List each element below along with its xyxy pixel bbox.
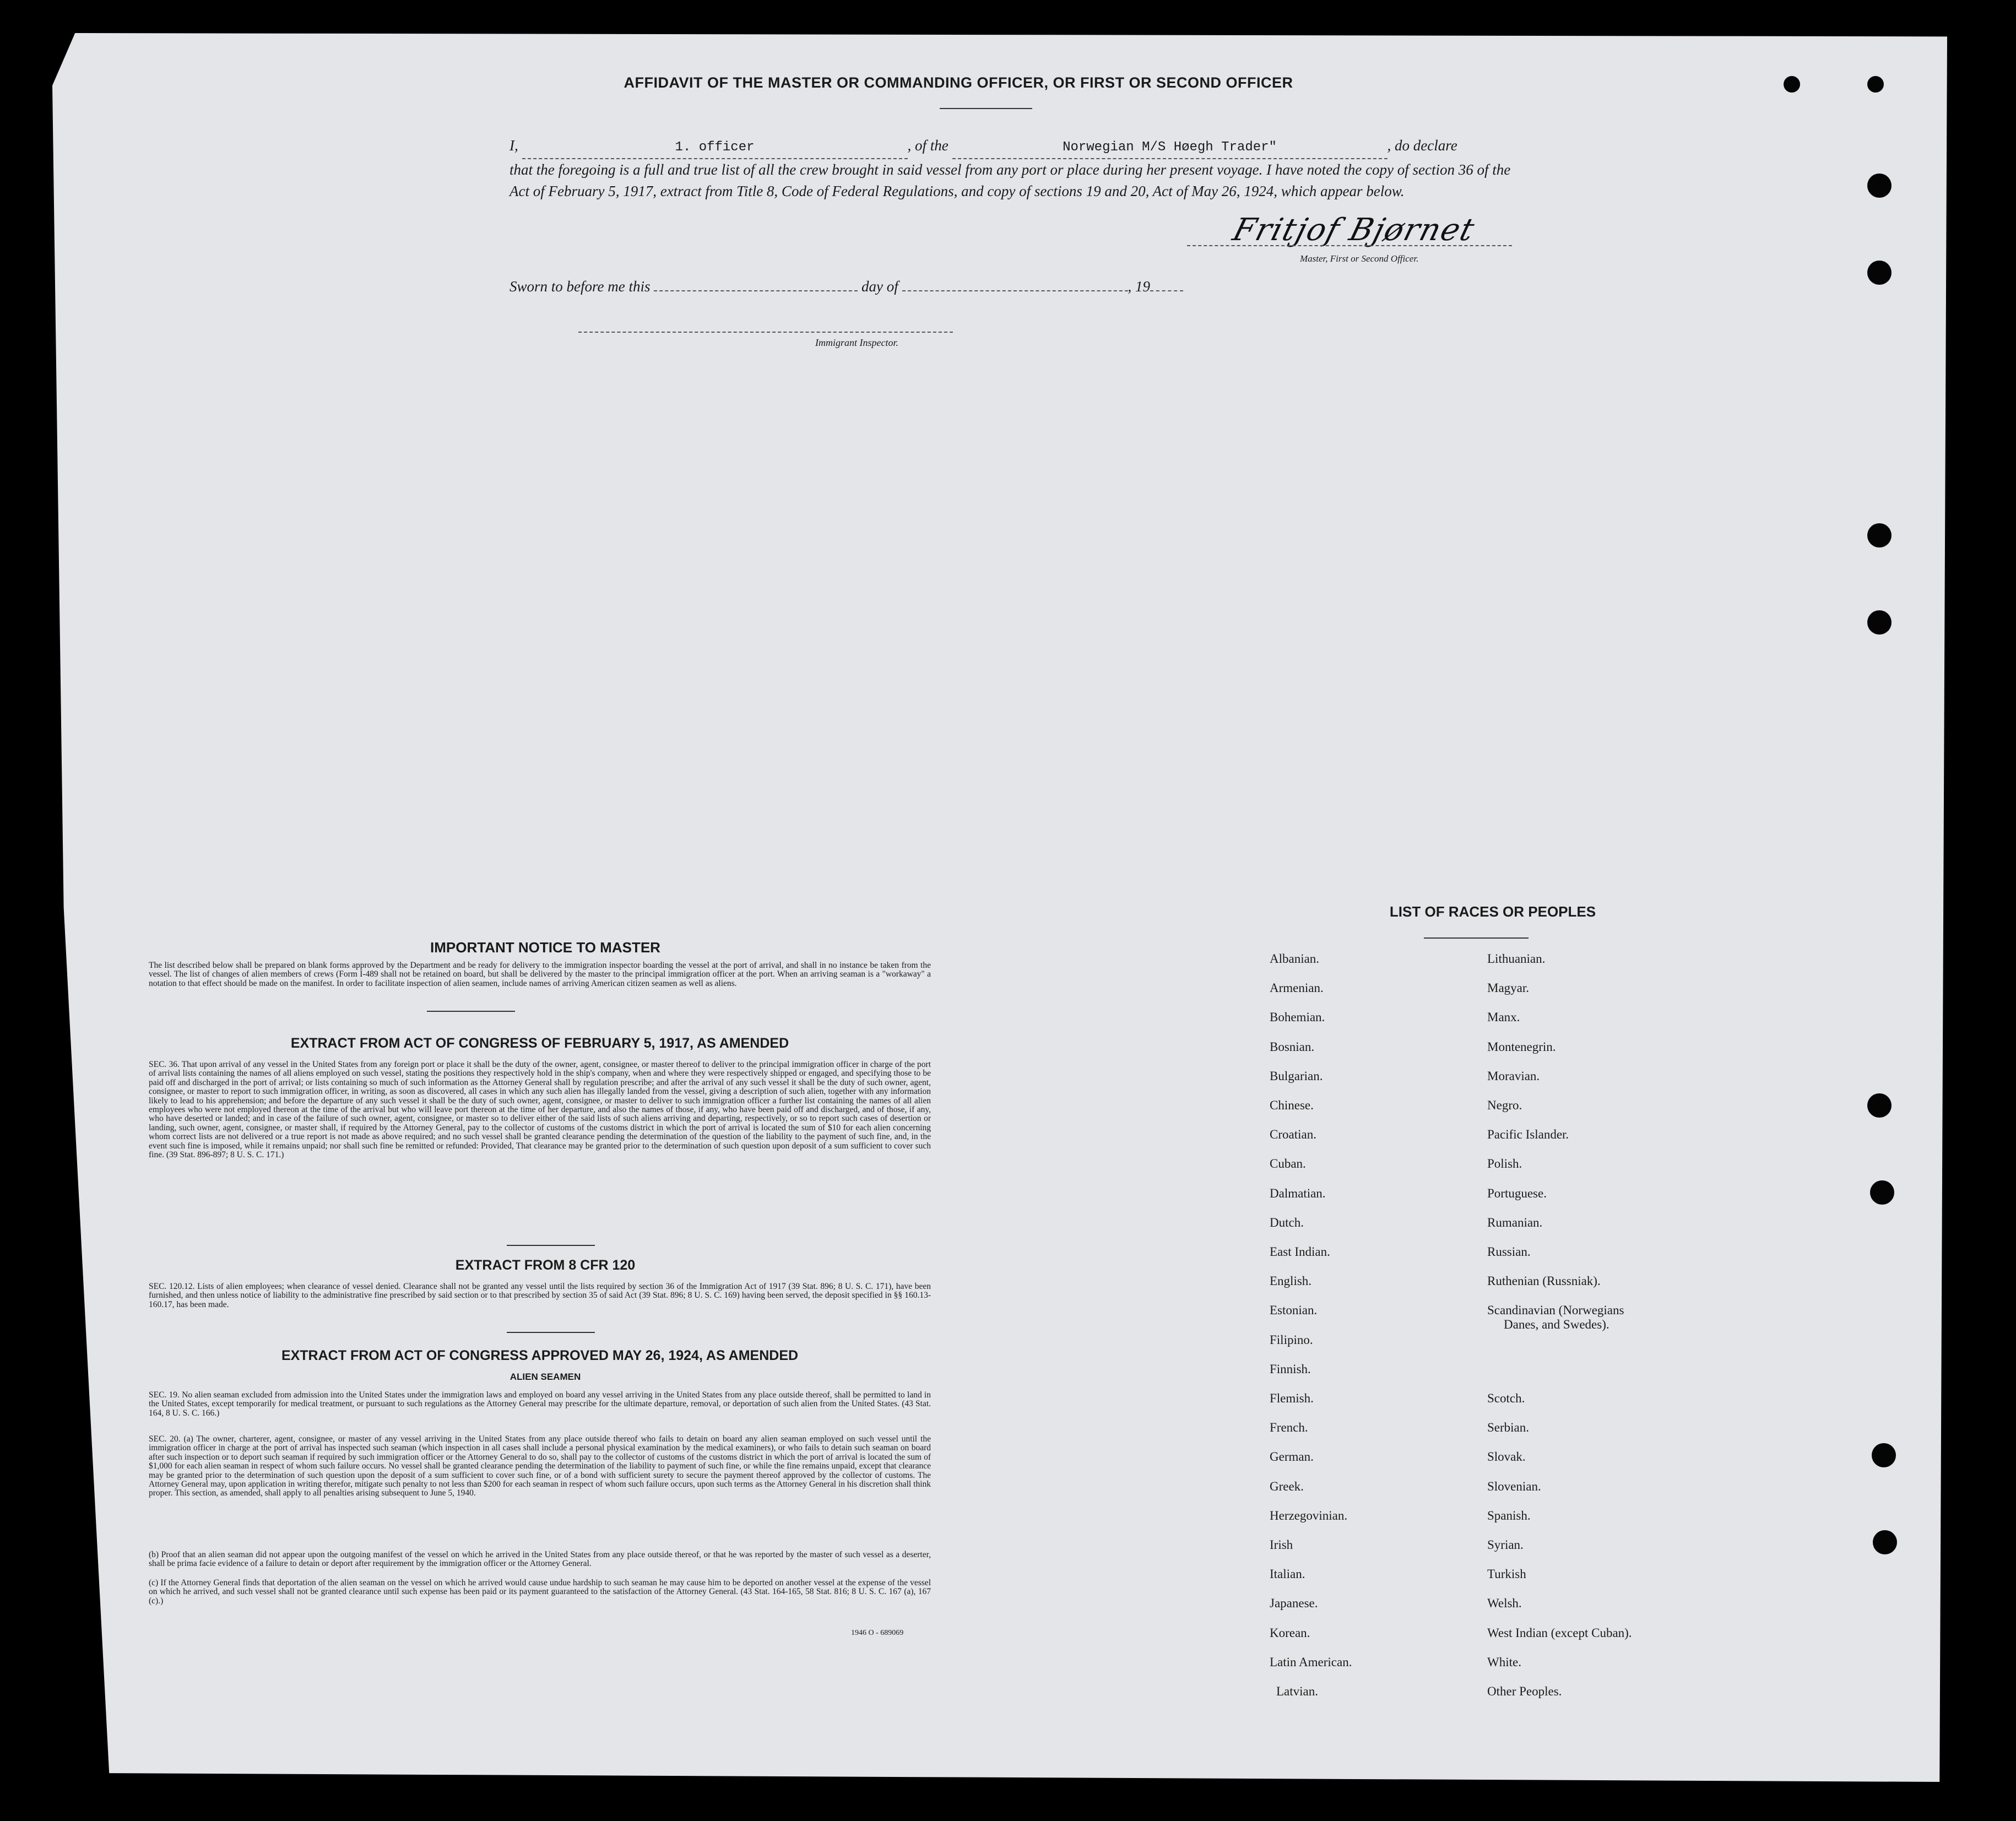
race-item: Dalmatian. [1270, 1186, 1326, 1200]
race-item: Bulgarian. [1270, 1069, 1323, 1083]
officer-field: 1. officer [522, 137, 908, 159]
race-item: Syrian. [1487, 1538, 1524, 1552]
race-item: Negro. [1487, 1098, 1522, 1112]
race-item: Ruthenian (Russniak). [1487, 1274, 1601, 1288]
race-item: German. [1270, 1450, 1314, 1464]
race-item: Spanish. [1487, 1508, 1531, 1522]
race-item: Other Peoples. [1487, 1684, 1562, 1698]
inspector-signature-line [578, 332, 953, 333]
race-item: Montenegrin. [1487, 1039, 1556, 1054]
extract-1917-body: SEC. 36. That upon arrival of any vessel in the United States from any foreign port or place it shall be the duty of the owner, agent, consignee, or master thereof to deliver to the principal immigration officer in charge of the port of arrival lists containing the names of all aliens employed on such vessel, stating the positions they respectively hold in the ship's company, when and where they were respectively shipped or engaged, and specifying those to be paid off and discharged in the port of arrival; or lists containing so much of such information as the Attorney General shall by regulation prescribe; and after the arrival of any such vessel it shall be the duty of such owner, agent, consignee, or master to report to such immigration officer, in writing, as soon as discovered, all cases in which any such alien has illegally landed from the vessel, giving a description of such alien, together with any information likely to lead to his apprehension; and before the departure of any such vessel it shall be the duty of such owner, agent, consignee, or master to deliver to such immigration officer a further list containing the names of all alien employees who were not employed thereon at the time of the arrival but who will leave port thereon at the time of her departure, and also the names of those, if any, who have been paid off and discharged, and of those, if any, who have deserted or landed; and in case of the failure of such owner, agent, consignee, or master so to deliver either of the said lists of such aliens arriving and departing, respectively, or so to report such cases of desertion or landing, such owner, agent, consignee, or master shall, if required by the Attorney General, pay to the collector of customs of the customs district in which the port of arrival is located the sum of $10 for each alien concerning whom correct lists are not delivered or a true report is not made as above required; and no such vessel shall be granted clearance pending the determination of the question of the liability to the payment of such fine, and, in the event such fine is imposed, while it remains unpaid; nor shall such fine be remitted or refunded: Provided, That clearance may be granted prior to the determination of such question upon deposit of a sum sufficient to cover such fine. (39 Stat. 896-897; 8 U. S. C. 171.) [149, 1060, 931, 1160]
of-the-label: , of the [907, 137, 949, 154]
race-item: Magyar. [1487, 981, 1530, 995]
notice-title: IMPORTANT NOTICE TO MASTER [430, 939, 660, 956]
race-item: East Indian. [1270, 1245, 1330, 1259]
punch-hole [1872, 1443, 1896, 1467]
extract-1924-title: EXTRACT FROM ACT OF CONGRESS APPROVED MAY 26, 1924, AS AMENDED [281, 1348, 799, 1363]
divider [940, 108, 1032, 109]
race-item: Manx. [1487, 1010, 1520, 1025]
punch-hole [1867, 76, 1884, 93]
punch-hole [1867, 610, 1892, 635]
race-item: Slovak. [1487, 1450, 1526, 1464]
extract-cfr-title: EXTRACT FROM 8 CFR 120 [455, 1258, 636, 1273]
race-item: Croatian. [1270, 1128, 1316, 1142]
punch-hole [1867, 174, 1892, 198]
punch-hole [1867, 261, 1892, 285]
race-item: West Indian (except Cuban). [1487, 1625, 1632, 1640]
sworn-year-field [1150, 290, 1183, 291]
race-item: Korean. [1270, 1625, 1310, 1640]
race-item: Italian. [1270, 1567, 1305, 1581]
race-item: Dutch. [1270, 1215, 1304, 1229]
race-item: Lithuanian. [1487, 952, 1546, 966]
race-item: Turkish [1487, 1567, 1526, 1581]
race-item: Moravian. [1487, 1069, 1540, 1083]
punch-hole [1867, 1093, 1892, 1118]
race-item: Latin American. [1270, 1655, 1352, 1669]
race-item: Rumanian. [1487, 1215, 1543, 1229]
sworn-month-field [902, 290, 1128, 291]
race-item: Slovenian. [1487, 1479, 1541, 1493]
sworn-day-field [654, 290, 858, 291]
extract-1924-subtitle: ALIEN SEAMEN [510, 1372, 581, 1382]
race-item: Scandinavian (Norwegians [1487, 1303, 1624, 1318]
punch-hole [1873, 1530, 1897, 1554]
race-item: Welsh. [1487, 1596, 1522, 1611]
race-item: Cuban. [1270, 1157, 1306, 1171]
race-item: Greek. [1270, 1479, 1304, 1493]
extract-1924-sec20b: (b) Proof that an alien seaman did not appear upon the outgoing manifest of the vessel on which he arrived in the United States from any place outside thereof, or that he was reported by the master of such vessel as a deserter, shall be prima facie evidence of a failure to detain or deport after requirement by the immigration officer or the Attorney General. [149, 1550, 931, 1569]
race-item: Portuguese. [1487, 1186, 1547, 1200]
sworn-line [510, 278, 1183, 295]
inspector-caption: Immigrant Inspector. [815, 337, 898, 348]
race-item: Bohemian. [1270, 1010, 1325, 1025]
sworn-prefix: Sworn to before me this [510, 278, 651, 295]
i-prefix: I, [510, 137, 518, 154]
race-item: Flemish. [1270, 1391, 1314, 1405]
affidavit-text [510, 135, 1512, 202]
year-prefix: , 19 [1128, 278, 1150, 295]
punch-hole [1784, 76, 1800, 93]
vessel-field: Norwegian M/S Høegh Trader" [952, 137, 1388, 159]
affidavit-title: AFFIDAVIT OF THE MASTER OR COMMANDING OFFICER, OR FIRST OR SECOND OFFICER [624, 74, 1293, 91]
race-item: Irish [1270, 1538, 1293, 1552]
signature-caption: Master, First or Second Officer. [1300, 253, 1419, 264]
punch-hole [1867, 523, 1892, 548]
race-item: English. [1270, 1274, 1312, 1288]
affidavit-body: that the foregoing is a full and true list of all the crew brought in said vessel from any port or place during her present voyage. I have noted the copy of section 36 of the Act of February 5, 1917, extract from Title 8, Code of Federal Regulations, and copy of sections 19 and 20, Act of May 26, 1924, which appear below. [510, 161, 1511, 199]
race-item: Latvian. [1276, 1684, 1318, 1698]
extract-1924-sec19: SEC. 19. No alien seaman excluded from admission into the United States under the immigration laws and employed on board any vessel arriving in the United States from any place outside thereof, shall be permitted to land in the United States, except temporarily for medical treatment, or pursuant to such regulations as the Attorney General may prescribe for the ultimate departure, removal, or deportation of such alien from the United States. (43 Stat. 164, 8 U. S. C. 166.) [149, 1390, 931, 1418]
extract-1924-sec20c: (c) If the Attorney General finds that deportation of the alien seaman on the vessel on which he arrived would cause undue hardship to such seaman he may cause him to be deported on another vessel at the expense of the vessel on which he arrived, and such vessel shall not be granted clearance until such expense has been paid or its payment guaranteed to the satisfaction of the Attorney General. (43 Stat. 164-165, 58 Stat. 816; 8 U. S. C. 167 (a), 167 (c).) [149, 1578, 931, 1606]
race-item: Bosnian. [1270, 1039, 1315, 1054]
do-declare-label: , do declare [1387, 137, 1457, 154]
race-item: Serbian. [1487, 1421, 1530, 1435]
race-item: French. [1270, 1421, 1308, 1435]
race-item: Danes, and Swedes). [1504, 1318, 1609, 1332]
race-item: Russian. [1487, 1245, 1531, 1259]
extract-cfr-body: SEC. 120.12. Lists of alien employees; when clearance of vessel denied. Clearance shall not be granted any vessel until the lists required by section 36 of the Immigration Act of 1917 (39 Stat. 896; 8 U. S. C. 171), have been furnished, and then unless notice of liability to the administrative fine prescribed by said section or to that prescribed by section 35 of said Act (39 Stat. 896; 8 U. S. C. 169) having been served, the deposit specified in §§ 160.13-160.17, has been made. [149, 1282, 931, 1309]
race-item: Finnish. [1270, 1362, 1311, 1376]
race-item: Herzegovinian. [1270, 1508, 1348, 1522]
race-item: White. [1487, 1655, 1521, 1669]
document-sheet [52, 33, 1947, 1782]
form-code: 1946 O - 689069 [851, 1629, 904, 1637]
divider [427, 1011, 515, 1012]
divider [507, 1332, 595, 1333]
signature-line [1187, 245, 1512, 246]
races-title: LIST OF RACES OR PEOPLES [1389, 903, 1596, 920]
signature: Fritjof Bjørnet [1229, 212, 1480, 248]
extract-1924-sec20a: SEC. 20. (a) The owner, charterer, agent, consignee, or master of any vessel arriving in the United States from any place outside thereof who fails to detain on board any alien seaman employed on such vessel until the immigration officer in charge at the port of arrival has inspected such seaman (which inspection in all cases shall include a personal physical examination by the medical examiners), or who fails to detain such seaman on board after such inspection or to deport such seaman if required by such immigration officer or the Attorney General to do so, shall pay to the collector of customs of the customs district in which the port of arrival is located the sum of $1,000 for each alien seaman in respect of whom such failure occurs. No vessel shall be granted clearance pending the determination of the liability to payment of such fine, or while the fine remains unpaid, except that clearance may be granted prior to the determination of such question upon the deposit of a sum sufficient to cover such fine, or of a bond with sufficient surety to secure the payment thereof approved by the collector of customs. The Attorney General may, upon application in writing therefor, mitigate such penalty to not less than $200 for each seaman in respect of whom such failure occurs, upon such terms as the Attorney General in his discretion shall think proper. This section, as amended, shall apply to all penalties arising subsequent to June 5, 1940. [149, 1434, 931, 1498]
race-item: Japanese. [1270, 1596, 1318, 1611]
divider [1424, 937, 1529, 939]
race-item: Pacific Islander. [1487, 1128, 1569, 1142]
race-item: Chinese. [1270, 1098, 1314, 1112]
extract-1917-title: EXTRACT FROM ACT OF CONGRESS OF FEBRUARY 5, 1917, AS AMENDED [290, 1036, 789, 1051]
affidavit-declaration-line [510, 135, 1512, 159]
divider [507, 1245, 595, 1246]
race-item: Albanian. [1270, 952, 1320, 966]
race-item: Polish. [1487, 1157, 1522, 1171]
race-item: Filipino. [1270, 1332, 1313, 1347]
race-item: Scotch. [1487, 1391, 1525, 1405]
race-item: Estonian. [1270, 1303, 1318, 1318]
punch-hole [1870, 1180, 1894, 1205]
race-item: Armenian. [1270, 981, 1324, 995]
day-of-label: day of [861, 278, 898, 295]
notice-body: The list described below shall be prepared on blank forms approved by the Department and be ready for delivery to the immigration inspector boarding the vessel at the port of arrival, and shall in no instance be taken from the vessel. The list of changes of alien members of crews (Form I-489 shall not be retained on board, but shall be delivered by the master to the principal immigration officer at the port. When an arriving seaman is a "workaway" a notation to that effect should be made on the manifest. In order to facilitate inspection of alien seamen, include names of arriving American citizen seamen as well as aliens. [149, 961, 931, 988]
